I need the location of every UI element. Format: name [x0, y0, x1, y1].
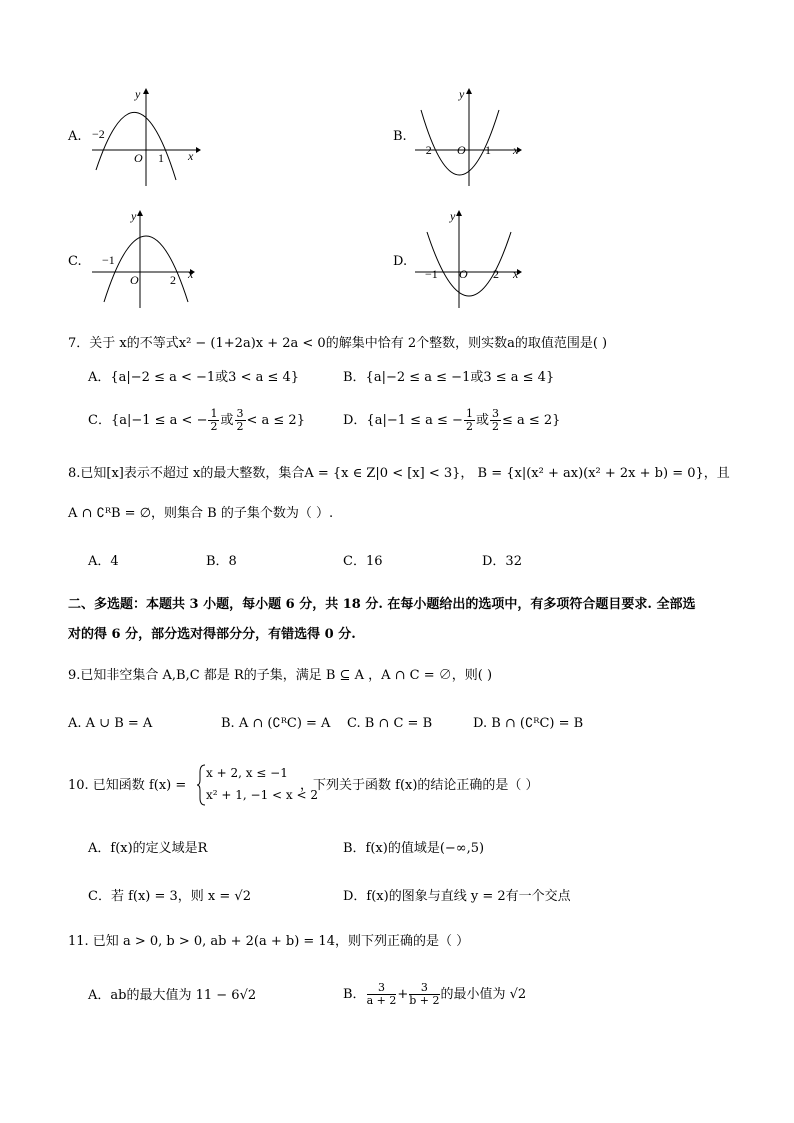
origin-b: O [457, 143, 466, 157]
q8-option-d: D．32 [482, 554, 522, 569]
section2-line1: 二、多选题：本题共 3 小题，每小题 6 分，共 18 分. 在每小题给出的选项中，有多项符合题目要求. 全部选 [68, 597, 696, 612]
q10-brace [196, 764, 206, 806]
x-axis-label-b: x [513, 143, 519, 157]
q9-option-c: C. B ∩ C = B [347, 716, 433, 731]
tick-neg-d: −1 [425, 267, 438, 281]
y-axis-label-c: y [131, 209, 137, 223]
tick-neg-c: −1 [102, 253, 115, 267]
origin-c: O [130, 273, 139, 287]
graph-d [413, 210, 528, 310]
q7-option-d: D．{a|−1 ≤ a ≤ − $\frac{1}{2}$ 或 $\frac{3}{2}$ ≤ a ≤ 2} [343, 407, 561, 433]
y-axis-label-d: y [450, 209, 456, 223]
x-axis-label-a: x [188, 149, 194, 163]
q10-case1: x + 2, x ≤ −1 [206, 766, 288, 780]
y-axis-label-a: y [135, 87, 141, 101]
origin-a: O [134, 151, 143, 165]
tick-pos-b: 1 [485, 143, 491, 157]
tick-pos-c: 2 [170, 273, 176, 287]
graph-c [90, 210, 200, 310]
q8-option-a: A．4 [88, 554, 119, 569]
q8-line2: A ∩ ∁ᴿB = ∅，则集合 B 的子集个数为（ ）. [68, 506, 334, 521]
tick-neg-a: −2 [92, 127, 105, 141]
q8-option-c: C．16 [343, 554, 383, 569]
q9-option-d: D. B ∩ (∁ᴿC) = B [473, 716, 584, 731]
q9-option-b: B. A ∩ (∁ᴿC) = A [221, 716, 331, 731]
q10-suffix: ，下列关于函数 f(x)的结论正确的是（ ） [300, 778, 539, 793]
q7-option-a: A．{a|−2 ≤ a < −1或3 < a ≤ 4} [88, 370, 300, 385]
tick-pos-a: 1 [158, 151, 164, 165]
q10-option-c: C．若 f(x) = 3，则 x = √2 [88, 889, 251, 904]
x-axis-label-c: x [188, 267, 194, 281]
option-d-label: D. [393, 254, 408, 269]
q7-option-c: C．{a|−1 ≤ a < − $\frac{1}{2}$ 或 $\frac{3}{2}$ < a ≤ 2} [88, 407, 305, 433]
option-b-label: B. [393, 129, 407, 144]
tick-pos-d: 2 [493, 267, 499, 281]
q7-option-b: B．{a|−2 ≤ a ≤ −1或3 ≤ a ≤ 4} [343, 370, 555, 385]
q10-case2: x² + 1, −1 < x < 2 [206, 788, 318, 802]
q9-stem: 9.已知非空集合 A,B,C 都是 R的子集，满足 B ⊆ A ，A ∩ C = ∅，则( ) [68, 668, 493, 683]
q8-option-b: B．8 [206, 554, 237, 569]
option-c-label: C. [68, 254, 82, 269]
q10-option-d: D．f(x)的图象与直线 y = 2有一个交点 [343, 889, 571, 904]
origin-d: O [459, 267, 468, 281]
option-a-label: A. [68, 129, 82, 144]
y-axis-label-b: y [459, 87, 465, 101]
graph-b [413, 88, 528, 188]
q11-option-a: A．ab的最大值为 11 − 6√2 [88, 988, 257, 1003]
q8-line1: 8.已知[x]表示不超过 x的最大整数，集合A = {x ∈ Z|0 < [x] < 3}， B = {x|(x² + ax)(x² + 2x + b) = 0}，且 [68, 466, 730, 481]
q10-prefix: 10. 已知函数 f(x) = [68, 778, 187, 793]
x-axis-label-d: x [513, 267, 519, 281]
q11-stem: 11. 已知 a > 0, b > 0, ab + 2(a + b) = 14，则下列正确的是（ ） [68, 934, 470, 949]
q10-option-b: B．f(x)的值域是(−∞,5) [343, 841, 485, 856]
q11-option-b: B． $\frac{3}{a + 2}$ + $\frac{3}{b + 2}$ 的最小值为 √2 [343, 981, 527, 1007]
section2-line2: 对的得 6 分，部分选对得部分分，有错选得 0 分. [68, 627, 356, 642]
q7-stem: 7．关于 x的不等式x² − (1+2a)x + 2a < 0的解集中恰有 2个整数，则实数a的取值范围是( ) [68, 336, 608, 351]
q9-option-a: A. A ∪ B = A [68, 716, 153, 731]
q10-option-a: A．f(x)的定义域是R [88, 841, 208, 856]
graph-a [90, 88, 200, 188]
tick-neg-b: −2 [419, 143, 432, 157]
